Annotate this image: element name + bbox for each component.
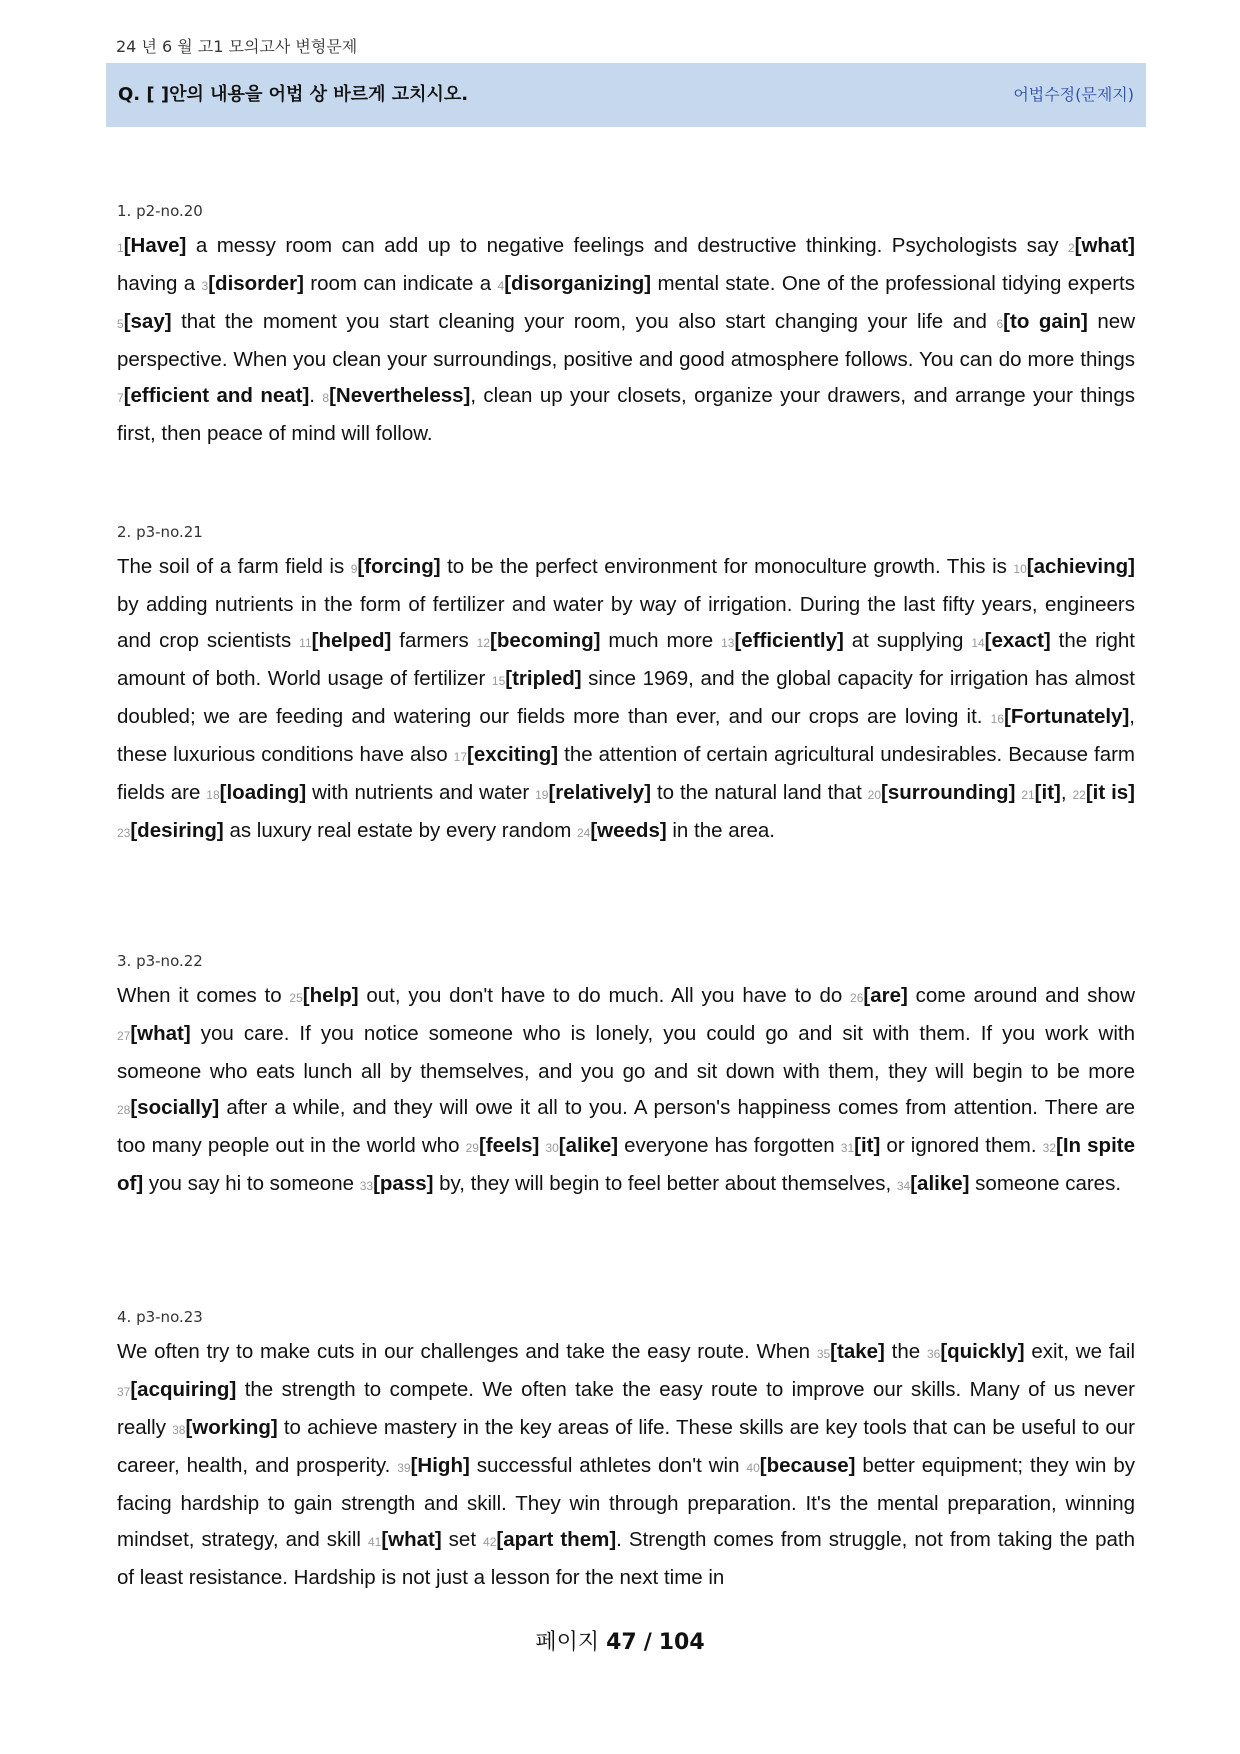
blank-answer: [what] (1074, 234, 1135, 257)
passage-text (117, 1334, 1135, 1596)
blank-answer: [alike] (558, 1134, 619, 1157)
blank-number: 22 (1072, 788, 1086, 802)
blank-answer: [because] (759, 1454, 856, 1477)
blank-number: 24 (576, 826, 591, 840)
passage-fragment: to the natural land that (651, 781, 868, 804)
blank-number: 38 (172, 1423, 186, 1437)
passage-fragment: that the moment you start cleaning your room, you also start changing your life and (171, 310, 997, 333)
blank-answer: [exact] (984, 629, 1051, 652)
blank-number: 12 (476, 636, 491, 650)
blank-number: 18 (206, 788, 220, 802)
page-label: 페이지 (535, 1630, 600, 1655)
blank-number: 8 (322, 391, 330, 405)
passage-heading: 4. p3-no.23 (117, 1308, 203, 1326)
blank-answer: [exciting] (467, 743, 559, 766)
blank-number: 28 (117, 1103, 131, 1117)
blank-answer: [it] (1034, 781, 1061, 804)
passage-fragment: , clean up your closets, organize your drawers, and arrange your things first, then peace of mind will follow. (117, 384, 1135, 445)
blank-number: 20 (867, 788, 882, 802)
passage-fragment: you say hi to someone (143, 1172, 360, 1195)
question-type-tag: 어법수정(문제지) (1013, 85, 1134, 104)
blank-answer: [pass] (373, 1172, 434, 1195)
passage-fragment: to be the perfect environment for monoculture growth. This is (440, 555, 1014, 578)
passage-fragment: someone cares. (969, 1172, 1122, 1195)
blank-number: 40 (746, 1461, 760, 1475)
blank-answer: [disorder] (208, 272, 304, 295)
blank-number: 5 (117, 317, 124, 331)
blank-number: 3 (201, 279, 209, 293)
blank-answer: [working] (185, 1416, 278, 1439)
question-bar (106, 63, 1146, 127)
passage-fragment: the (884, 1340, 927, 1363)
blank-number: 17 (453, 750, 467, 764)
blank-number: 15 (491, 674, 506, 688)
passage-fragment: come around and show (907, 984, 1135, 1007)
blank-number: 16 (990, 712, 1005, 726)
blank-number: 23 (117, 826, 131, 840)
blank-answer: [efficient and neat] (123, 384, 310, 407)
passage-fragment: We often try to make cuts in our challenges and take the easy route. When (117, 1340, 817, 1363)
blank-number: 2 (1067, 241, 1075, 255)
passage-fragment: much more (600, 629, 722, 652)
passage-fragment: you care. If you notice someone who is lonely, you could go and sit with them. If you work with someone who eats lunch all by themselves, and you go and sit down with them, they will begin to be more (117, 1022, 1135, 1083)
document-header: 24 년 6 월 고1 모의고사 변형문제 (116, 37, 358, 56)
passage-section-2 (117, 523, 1135, 851)
passage-fragment: better equipment; they win by facing hardship to gain strength and skill. They win through preparation. It's the mental preparation, winning mindset, strategy, and skill (117, 1454, 1135, 1551)
passage-fragment: . (309, 384, 323, 407)
passage-heading: 3. p3-no.22 (117, 952, 203, 970)
passage-fragment: by, they will begin to feel better about themselves, (433, 1172, 897, 1195)
blank-answer: [what] (130, 1022, 191, 1045)
passage-fragment: out, you don't have to do much. All you have to do (358, 984, 851, 1007)
blank-answer: [loading] (219, 781, 307, 804)
blank-number: 32 (1042, 1141, 1056, 1155)
blank-answer: [forcing] (357, 555, 441, 578)
blank-answer: [Fortunately] (1004, 705, 1130, 728)
passage-fragment: the attention of certain agricultural undesirables. Because farm fields are (117, 743, 1135, 804)
passage-section-4 (117, 1308, 1135, 1596)
passage-text (117, 978, 1135, 1204)
blank-number: 6 (996, 317, 1004, 331)
passage-fragment: When it comes to (117, 984, 290, 1007)
blank-answer: [take] (830, 1340, 885, 1363)
blank-answer: [disorganizing] (504, 272, 652, 295)
blank-answer: [Nevertheless] (329, 384, 471, 407)
blank-answer: [feels] (478, 1134, 540, 1157)
passage-text (117, 228, 1135, 452)
blank-number: 7 (117, 391, 124, 405)
passage-fragment: after a while, and they will owe it all to you. A person's happiness comes from attention. There are too many people out in the world who (117, 1096, 1135, 1157)
passage-fragment: as luxury real estate by every random (223, 819, 577, 842)
passage-fragment: set (441, 1528, 484, 1551)
blank-number: 21 (1021, 788, 1035, 802)
passage-fragment: a messy room can add up to negative feelings and destructive thinking. Psychologists say (186, 234, 1068, 257)
blank-number: 11 (299, 636, 312, 650)
passage-fragment: by adding nutrients in the form of fertilizer and water by way of irrigation. During the last fifty years, engineers and crop scientists (117, 593, 1135, 652)
passage-fragment: farmers (391, 629, 477, 652)
blank-number: 34 (896, 1179, 911, 1193)
blank-answer: [helped] (311, 629, 392, 652)
blank-number: 36 (926, 1347, 941, 1361)
passage-fragment: since 1969, and the global capacity for irrigation has almost doubled; we are feeding and watering our fields more than ever, and our crops are loving it. (117, 667, 1136, 728)
blank-number: 14 (971, 636, 985, 650)
blank-answer: [to gain] (1003, 310, 1088, 333)
current-page: 47 (606, 1630, 637, 1655)
blank-answer: [becoming] (490, 629, 601, 652)
passage-fragment: , (1060, 781, 1073, 804)
blank-number: 29 (465, 1141, 479, 1155)
blank-number: 41 (367, 1535, 382, 1549)
blank-answer: [efficiently] (734, 629, 844, 652)
passage-fragment: The soil of a farm field is (117, 555, 351, 578)
blank-answer: [socially] (130, 1096, 220, 1119)
passage-fragment: mental state. One of the professional tidying experts (651, 272, 1135, 295)
blank-number: 31 (840, 1141, 855, 1155)
passage-heading: 1. p2-no.20 (117, 202, 203, 220)
passage-heading: 2. p3-no.21 (117, 523, 203, 541)
passage-fragment: new perspective. When you clean your surroundings, positive and good atmosphere follows. You can do more things (117, 310, 1136, 371)
passage-section-3 (117, 952, 1135, 1204)
passage-fragment: successful athletes don't win (469, 1454, 747, 1477)
passage-fragment: , these luxurious conditions have also (117, 705, 1135, 766)
blank-answer: [Have] (123, 234, 187, 257)
blank-answer: [say] (123, 310, 172, 333)
page-separator: / (643, 1630, 652, 1655)
passage-fragment: everyone has forgotten (618, 1134, 841, 1157)
blank-answer: [apart them] (496, 1528, 617, 1551)
blank-answer: [what] (381, 1528, 442, 1551)
blank-answer: [In spite of] (117, 1134, 1135, 1195)
blank-number: 27 (117, 1029, 131, 1043)
blank-number: 4 (497, 279, 505, 293)
page-number (0, 1625, 1240, 1656)
passage-fragment: . Strength comes from struggle, not from taking the path of least resistance. Hardship is not just a lesson for the next time in (117, 1528, 1135, 1589)
blank-number: 9 (350, 562, 358, 576)
blank-answer: [tripled] (505, 667, 582, 690)
passage-fragment: room can indicate a (303, 272, 498, 295)
blank-answer: [surrounding] (881, 781, 1016, 804)
total-pages: 104 (658, 1630, 705, 1655)
blank-number: 19 (535, 788, 549, 802)
blank-number: 1 (117, 241, 124, 255)
blank-number: 35 (816, 1347, 831, 1361)
passage-fragment: with nutrients and water (306, 781, 536, 804)
blank-number: 39 (397, 1461, 411, 1475)
blank-answer: [High] (410, 1454, 470, 1477)
question-title: Q. [ ]안의 내용을 어법 상 바르게 고치시오. (118, 84, 469, 105)
blank-answer: [help] (302, 984, 359, 1007)
passage-fragment: the strength to compete. We often take the easy route to improve our skills. Many of us never really (117, 1378, 1135, 1439)
blank-answer: [achieving] (1026, 555, 1135, 578)
blank-answer: [are] (863, 984, 908, 1007)
passage-fragment: exit, we fail (1024, 1340, 1135, 1363)
blank-number: 13 (721, 636, 735, 650)
passage-text (117, 549, 1135, 851)
blank-number: 37 (117, 1385, 131, 1399)
passage-fragment: having a (117, 272, 202, 295)
blank-number: 25 (289, 991, 303, 1005)
passage-fragment: or ignored them. (880, 1134, 1043, 1157)
passage-section-1 (117, 202, 1135, 452)
blank-number: 26 (850, 991, 864, 1005)
blank-answer: [it] (854, 1134, 881, 1157)
passage-fragment: to achieve mastery in the key areas of life. These skills are key tools that can be useful to our career, health, and prosperity. (117, 1416, 1135, 1477)
passage-fragment: the right amount of both. World usage of fertilizer (117, 629, 1135, 690)
blank-number: 33 (359, 1179, 374, 1193)
passage-fragment: in the area. (666, 819, 775, 842)
blank-number: 10 (1013, 562, 1027, 576)
blank-answer: [desiring] (130, 819, 224, 842)
blank-answer: [quickly] (940, 1340, 1025, 1363)
blank-answer: [it is] (1085, 781, 1135, 804)
passage-fragment: at supplying (843, 629, 972, 652)
blank-number: 42 (483, 1535, 497, 1549)
blank-number: 30 (545, 1141, 559, 1155)
blank-answer: [alike] (910, 1172, 970, 1195)
blank-answer: [acquiring] (130, 1378, 237, 1401)
blank-answer: [relatively] (548, 781, 652, 804)
blank-answer: [weeds] (590, 819, 667, 842)
